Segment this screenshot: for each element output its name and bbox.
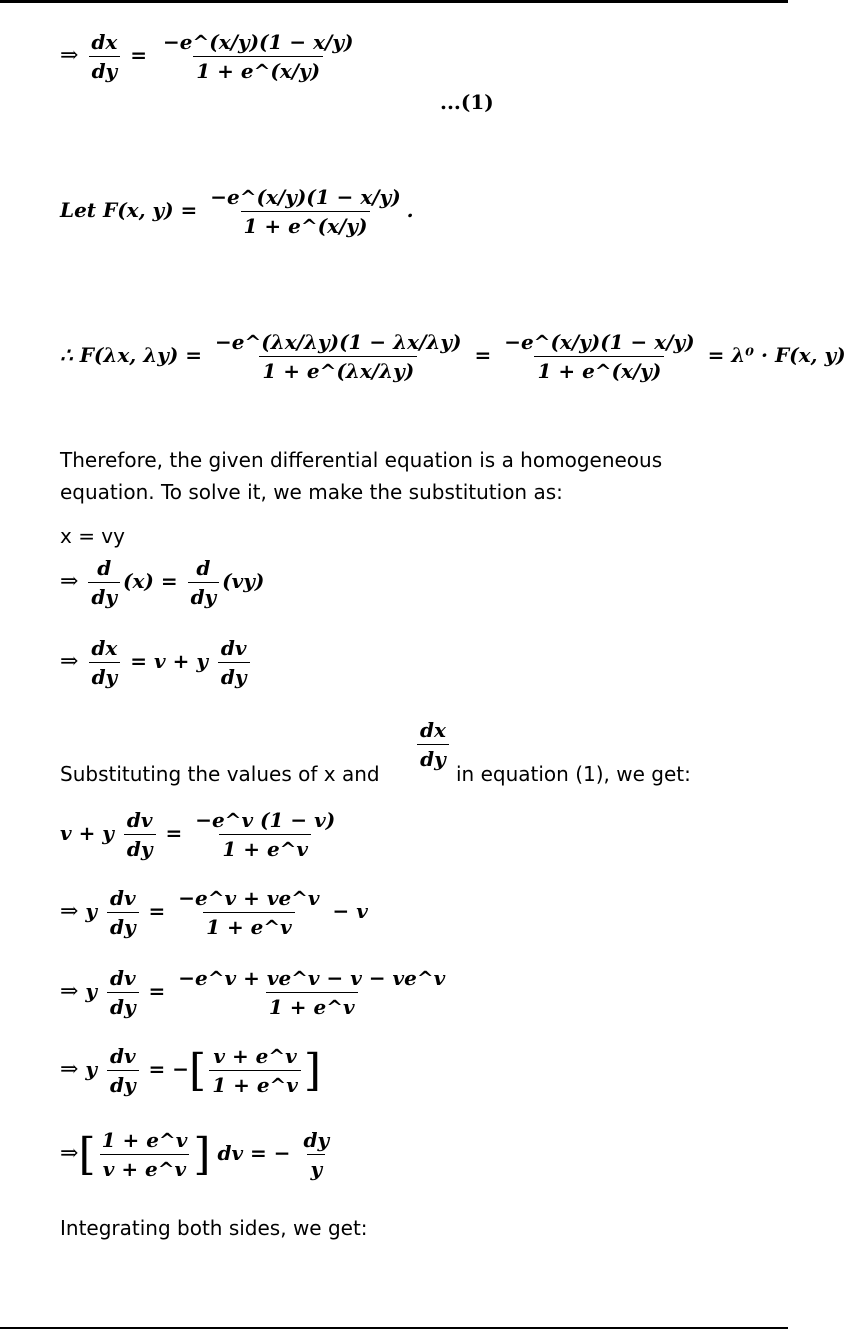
let-definition: Let F(x, y) = $\frac{-e\^{}(x/y)(1 - x/y)}{1 + e\^{}(x/y)}$ . — [60, 185, 414, 238]
substitution-text: x = vy — [60, 524, 125, 548]
derivative-substitution: ⇒ $\frac{d}{dy}$ (x) = $\frac{d}{dy}$ (vy) — [60, 556, 265, 609]
step-4: ⇒ y $\frac{dv}{dy}$ = −[ $\frac{v + e\^{}v}{1 + e\^{}v}$ ] — [60, 1044, 322, 1097]
paragraph-line-1: Therefore, the given differential equation is a homogeneous — [60, 448, 663, 472]
top-rule — [0, 0, 788, 3]
derivative-result: ⇒ $\frac{dx}{dy}$ = v + y $\frac{dv}{dy}$ — [60, 636, 253, 689]
equation-tag: ...(1) — [440, 90, 494, 114]
homogeneity-equation: ∴ F(λx, λy) = $\frac{-e\^{}(\lambda x/\lambda y)(1 - \lambda x/\lambda y)}{1 + e\^{}(\lambda x/\lambda y)}$ = $\frac{-e\^{}(x/y)(1 - x/y)}{1 + e\^{}(x/y)}$ = λ⁰ · F(x, y) — [60, 330, 846, 383]
paragraph-substituting-end: in equation (1), we get: — [456, 762, 691, 786]
paragraph-integrating: Integrating both sides, we get: — [60, 1216, 368, 1240]
bottom-rule — [0, 1327, 788, 1329]
paragraph-substituting: Substituting the values of x and — [60, 762, 380, 786]
step-1: v + y $\frac{dv}{dy}$ = $\frac{-e\^{}v (1 - v)}{1 + e\^{}v}$ — [60, 808, 336, 861]
step-5: ⇒[ $\frac{1 + e\^{}v}{v + e\^{}v}$ ] dv = − $\frac{dy}{y}$ — [60, 1128, 330, 1181]
equation-1: ⇒ $\frac{dx}{dy}$ = $\frac{-e\^{}(x/y)(1 - x/y)}{1 + e\^{}(x/y)}$ — [60, 30, 354, 83]
paragraph-line-2: equation. To solve it, we make the substitution as: — [60, 480, 563, 504]
step-3: ⇒ y $\frac{dv}{dy}$ = $\frac{-e\^{}v + ve\^{}v - v - ve\^{}v}{1 + e\^{}v}$ — [60, 966, 446, 1019]
inline-dx-dy: $\frac{dx}{dy}$ — [414, 718, 452, 771]
step-2: ⇒ y $\frac{dv}{dy}$ = $\frac{-e\^{}v + ve\^{}v}{1 + e\^{}v}$ − v — [60, 886, 368, 939]
paragraph-homogeneous — [60, 444, 662, 508]
